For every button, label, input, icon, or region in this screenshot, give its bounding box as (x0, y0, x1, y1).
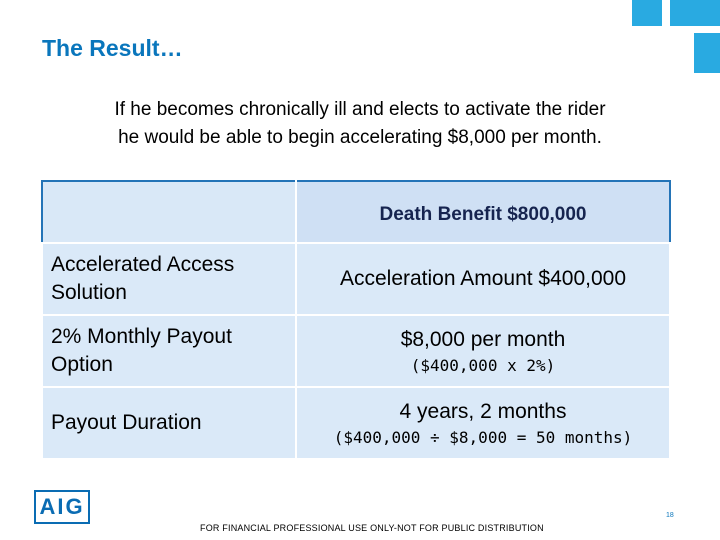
table-row (42, 243, 670, 315)
row-value (296, 387, 670, 459)
row-value (296, 315, 670, 387)
row-label: Payout Duration (42, 387, 296, 459)
value-main: $8,000 per month (400, 327, 566, 351)
page-number: 18 (666, 512, 674, 519)
table-row (42, 315, 670, 387)
aig-logo: AIG (34, 490, 90, 524)
header-empty-cell (42, 181, 296, 243)
intro-text (40, 96, 680, 152)
benefit-table (41, 180, 671, 460)
value-calculation: ($400,000 ÷ $8,000 = 50 months) (333, 427, 633, 447)
row-label: 2% Monthly Payout Option (42, 315, 296, 387)
value-main: Acceleration Amount $400,000 (339, 267, 627, 290)
value-calculation: ($400,000 x 2%) (410, 355, 556, 375)
slide-title: The Result… (42, 35, 183, 61)
row-label: Accelerated Access Solution (42, 243, 296, 315)
death-benefit-header: Death Benefit $800,000 (296, 181, 670, 243)
value-main: 4 years, 2 months (399, 399, 567, 423)
corner-decoration (694, 33, 720, 73)
row-value (296, 243, 670, 315)
footer-disclaimer: FOR FINANCIAL PROFESSIONAL USE ONLY-NOT FOR PUBLIC DISTRIBUTION (200, 523, 544, 533)
intro-line: If he becomes chronically ill and elects to activate the rider (114, 99, 606, 120)
corner-decoration (670, 0, 720, 26)
intro-line: he would be able to begin accelerating $8,000 per month. (118, 127, 602, 148)
corner-decoration (632, 0, 662, 26)
table-header-row (42, 181, 670, 243)
table-row (42, 387, 670, 459)
